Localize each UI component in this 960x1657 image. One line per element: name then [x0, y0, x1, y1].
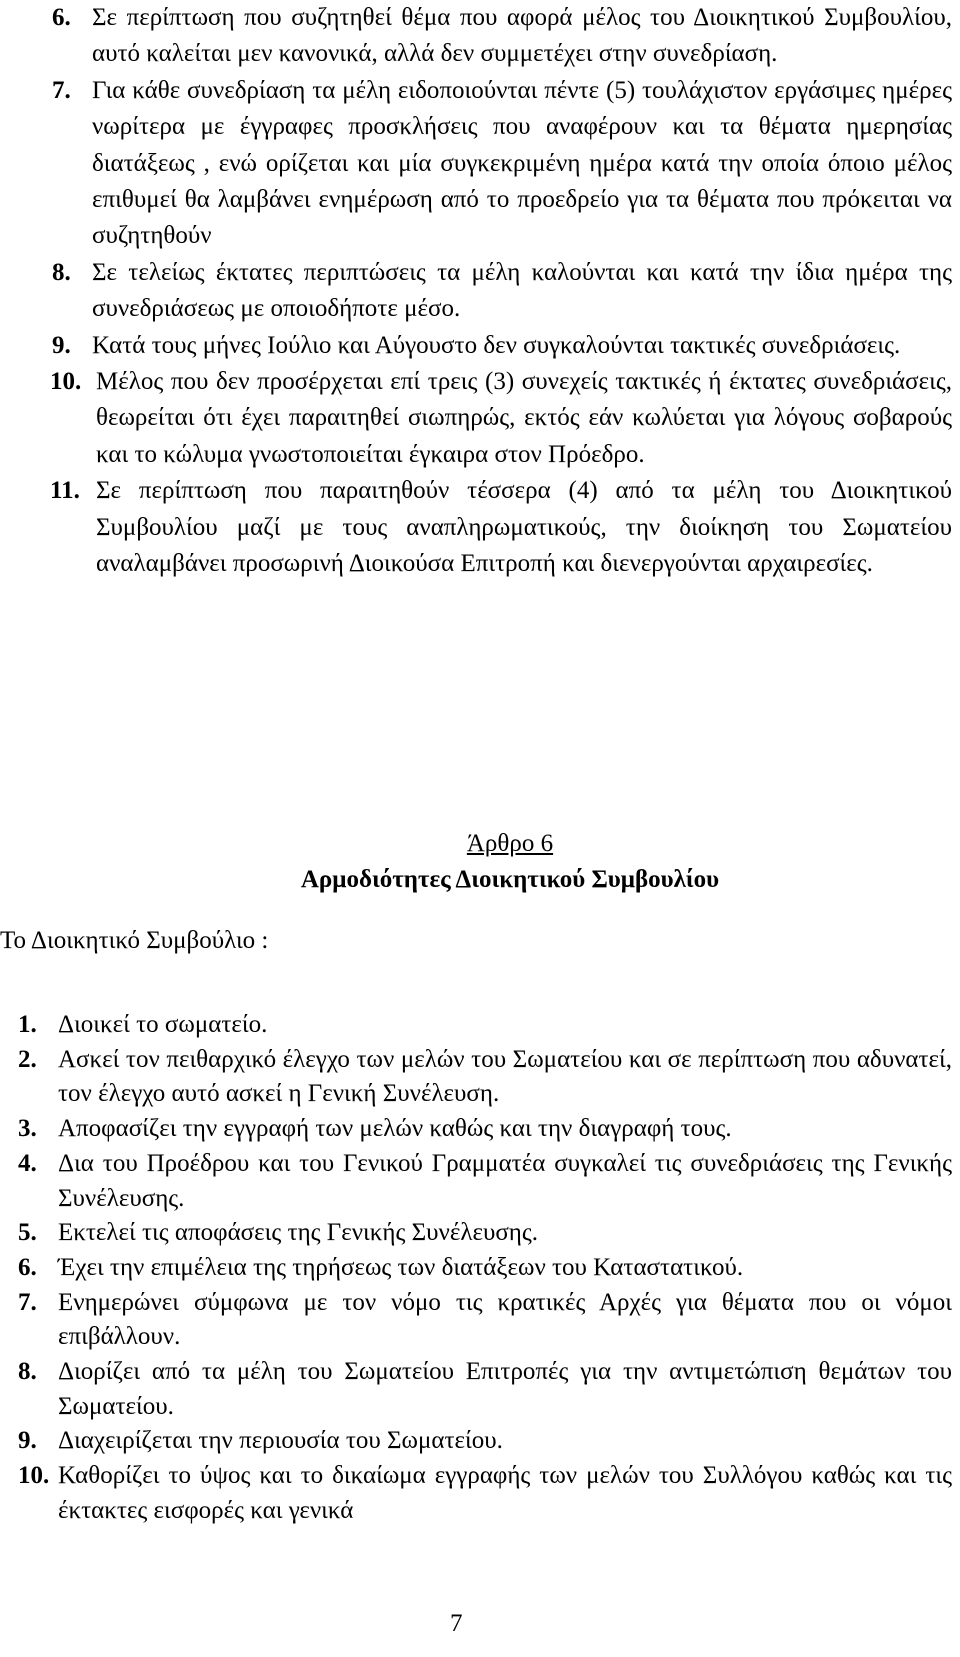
page-number: 7	[450, 1610, 463, 1637]
item-text: Έχει την επιμέλεια της τηρήσεως των διατάξεων του Καταστατικού.	[58, 1253, 744, 1281]
list-item	[18, 1147, 952, 1216]
item-number: 4.	[18, 1149, 37, 1177]
item-text: Εκτελεί τις αποφάσεις της Γενικής Συνέλευσης.	[58, 1219, 539, 1247]
item-text: Σε περίπτωση που παραιτηθούν τέσσερα (4) από τα μέλη του Διοικητικού Συμβουλίου μαζί με τους αναπληρωματικούς, την διοίκηση του Σωματείου αναλαμβάνει προσωρινή Διοικούσα Επιτροπή και διενεργούνται αρχαιρεσίες.	[96, 477, 952, 578]
item-text: Ασκεί τον πειθαρχικό έλεγχο των μελών του Σωματείου και σε περίπτωση που αδυνατεί, τον έλεγχο αυτό ασκεί η Γενική Συνέλευση.	[58, 1045, 952, 1108]
list-item	[18, 1112, 952, 1147]
list-item	[52, 255, 952, 328]
list-item	[52, 328, 952, 364]
item-number: 10.	[18, 1462, 50, 1490]
list-item	[18, 1286, 952, 1355]
item-number: 10.	[50, 368, 82, 396]
list-item	[18, 1043, 952, 1112]
item-number: 9.	[18, 1427, 37, 1455]
list-item	[52, 473, 952, 582]
item-number: 8.	[18, 1358, 37, 1386]
list-item	[52, 0, 952, 73]
item-number: 3.	[18, 1115, 37, 1143]
item-text: Δια του Προέδρου και του Γενικού Γραμματέα συγκαλεί τις συνεδριάσεις της Γενικής Συνέλευσης.	[58, 1149, 952, 1212]
list-item	[18, 1251, 952, 1286]
item-number: 11.	[50, 477, 80, 505]
item-text: Ενημερώνει σύμφωνα με τον νόμο τις κρατικές Αρχές για θέματα που οι νόμοι επιβάλλουν.	[58, 1288, 952, 1351]
item-number: 7.	[18, 1288, 37, 1316]
item-number: 2.	[18, 1045, 37, 1073]
list-item	[18, 1355, 952, 1424]
article-5-list-continued	[52, 0, 952, 583]
item-text: Αποφασίζει την εγγραφή των μελών καθώς και την διαγραφή τους.	[58, 1115, 732, 1143]
item-number: 9.	[52, 331, 71, 359]
item-number: 6.	[52, 4, 71, 31]
item-number: 6.	[18, 1253, 37, 1281]
article-title: Αρμοδιότητες Διοικητικού Συμβουλίου	[300, 866, 720, 893]
item-number: 5.	[18, 1219, 37, 1247]
item-number: 8.	[52, 258, 71, 286]
list-item	[18, 1008, 952, 1043]
item-text: Για κάθε συνεδρίαση τα μέλη ειδοποιούνται πέντε (5) τουλάχιστον εργάσιμες ημέρες νωρίτερα με έγγραφες προσκλήσεις που αναφέρουν και τα θέματα ημερησίας διατάξεως , ενώ ορίζεται και μία συγκεκριμένη ημέρα κατά την οποία όποιο μέλος επιθυμεί θα λαμβάνει ενημέρωση από το προεδρείο για τα θέματα που πρόκειται να συζητηθούν	[92, 76, 952, 250]
item-text: Καθορίζει το ύψος και το δικαίωμα εγγραφής των μελών του Συλλόγου καθώς και τις έκτακτες εισφορές και γενικά	[58, 1462, 952, 1524]
list-item	[18, 1459, 952, 1528]
list-item	[52, 364, 952, 473]
item-text: Σε περίπτωση που συζητηθεί θέμα που αφορά μέλος του Διοικητικού Συμβουλίου, αυτό καλείται μεν κανονικά, αλλά δεν συμμετέχει στην συνεδρίαση.	[92, 4, 952, 68]
item-text: Κατά τους μήνες Ιούλιο και Αύγουστο δεν συγκαλούνται τακτικές συνεδριάσεις.	[92, 331, 901, 359]
item-text: Σε τελείως έκτατες περιπτώσεις τα μέλη καλούνται και κατά την ίδια ημέρα της συνεδριάσεως με οποιοδήποτε μέσο.	[92, 258, 952, 323]
item-number: 7.	[52, 76, 71, 104]
list-item	[52, 73, 952, 255]
article-6-list	[18, 1008, 952, 1529]
item-number: 1.	[18, 1011, 37, 1038]
item-text: Διορίζει από τα μέλη του Σωματείου Επιτροπές για την αντιμετώπιση θεμάτων του Σωματείου.	[58, 1358, 952, 1420]
list-item	[18, 1424, 952, 1459]
article-number: Άρθρο 6	[466, 830, 554, 857]
item-text: Διαχειρίζεται την περιουσία του Σωματείου.	[58, 1427, 503, 1455]
intro-line: Το Διοικητικό Συμβούλιο :	[0, 927, 269, 954]
item-text: Διοικεί το σωματείο.	[58, 1011, 268, 1038]
item-text: Μέλος που δεν προσέρχεται επί τρεις (3) συνεχείς τακτικές ή έκτατες συνεδριάσεις, θεωρείται ότι έχει παραιτηθεί σιωπηρώς, εκτός εάν κωλύεται για λόγους σοβαρούς και το κώλυμα γνωστοποιείται έγκαιρα στον Πρόεδρο.	[96, 368, 952, 468]
list-item	[18, 1216, 952, 1251]
